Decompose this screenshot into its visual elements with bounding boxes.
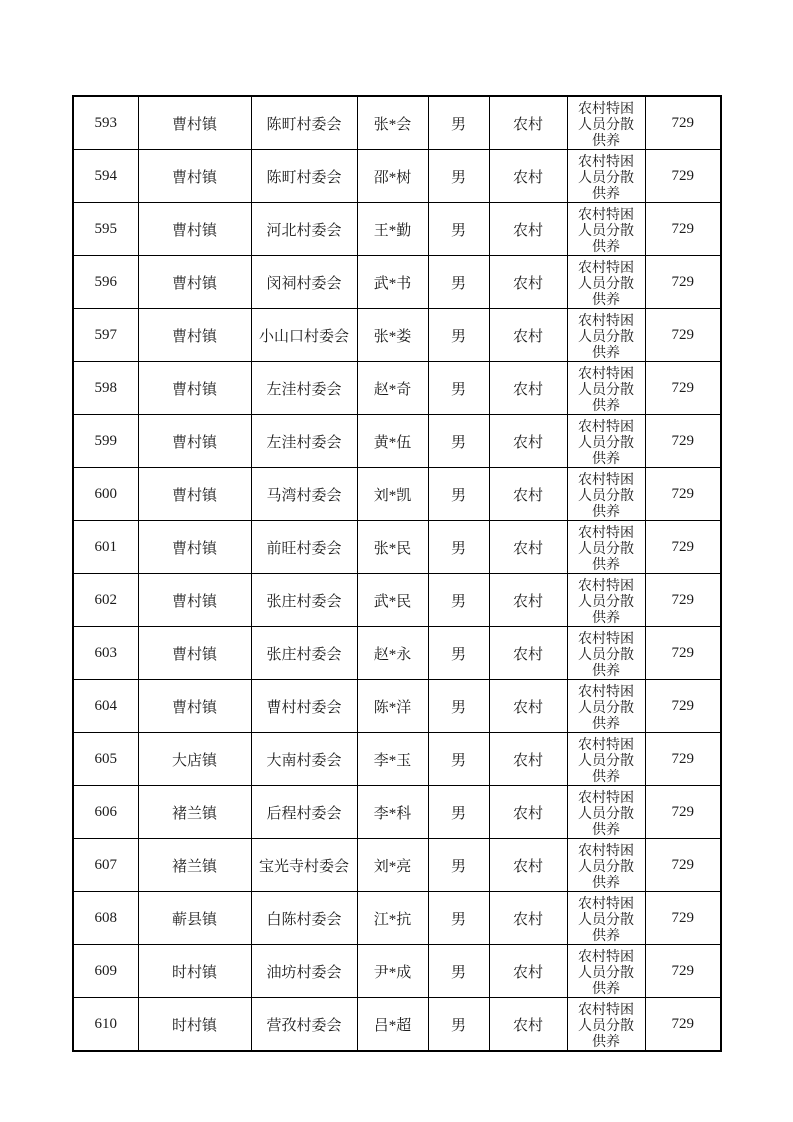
- support-type-text: 农村特困 人员分散 供养: [578, 685, 634, 732]
- cell-row-number: 606: [73, 786, 138, 839]
- cell-village: 油坊村委会: [251, 945, 357, 998]
- cell-village: 左洼村委会: [251, 415, 357, 468]
- cell-support-type: [567, 574, 645, 627]
- cell-village: 前旺村委会: [251, 521, 357, 574]
- cell-amount: 729: [645, 256, 721, 309]
- cell-row-number: 605: [73, 733, 138, 786]
- cell-village: 马湾村委会: [251, 468, 357, 521]
- cell-row-number: 602: [73, 574, 138, 627]
- cell-town: 曹村镇: [138, 680, 251, 733]
- cell-support-type: [567, 627, 645, 680]
- cell-town: 曹村镇: [138, 415, 251, 468]
- cell-person-name: 李*科: [357, 786, 428, 839]
- table-row: [73, 998, 721, 1052]
- cell-village: 小山口村委会: [251, 309, 357, 362]
- cell-person-name: 赵*奇: [357, 362, 428, 415]
- cell-support-type: [567, 786, 645, 839]
- table-row: [73, 415, 721, 468]
- cell-town: 蕲县镇: [138, 892, 251, 945]
- cell-village: 陈町村委会: [251, 150, 357, 203]
- cell-amount: 729: [645, 362, 721, 415]
- support-type-text: 农村特困 人员分散 供养: [578, 897, 634, 944]
- cell-support-type: [567, 892, 645, 945]
- cell-row-number: 594: [73, 150, 138, 203]
- cell-village: 后程村委会: [251, 786, 357, 839]
- support-type-text: 农村特困 人员分散 供养: [578, 844, 634, 891]
- cell-row-number: 597: [73, 309, 138, 362]
- cell-support-type: [567, 203, 645, 256]
- cell-category: 农村: [489, 96, 567, 150]
- cell-category: 农村: [489, 309, 567, 362]
- cell-row-number: 601: [73, 521, 138, 574]
- table-row: [73, 733, 721, 786]
- cell-town: 曹村镇: [138, 150, 251, 203]
- cell-amount: 729: [645, 839, 721, 892]
- cell-category: 农村: [489, 839, 567, 892]
- cell-support-type: [567, 998, 645, 1052]
- cell-support-type: [567, 96, 645, 150]
- table-row: [73, 521, 721, 574]
- cell-person-name: 张*民: [357, 521, 428, 574]
- cell-town: 时村镇: [138, 998, 251, 1052]
- cell-amount: 729: [645, 521, 721, 574]
- cell-gender: 男: [428, 309, 489, 362]
- cell-village: 张庄村委会: [251, 574, 357, 627]
- table-row: [73, 468, 721, 521]
- cell-category: 农村: [489, 945, 567, 998]
- cell-gender: 男: [428, 468, 489, 521]
- cell-amount: 729: [645, 627, 721, 680]
- cell-gender: 男: [428, 96, 489, 150]
- cell-amount: 729: [645, 309, 721, 362]
- cell-support-type: [567, 150, 645, 203]
- cell-person-name: 张*会: [357, 96, 428, 150]
- cell-town: 时村镇: [138, 945, 251, 998]
- cell-gender: 男: [428, 839, 489, 892]
- cell-town: 曹村镇: [138, 362, 251, 415]
- cell-amount: 729: [645, 150, 721, 203]
- cell-category: 农村: [489, 256, 567, 309]
- cell-town: 褚兰镇: [138, 786, 251, 839]
- cell-category: 农村: [489, 150, 567, 203]
- cell-person-name: 武*民: [357, 574, 428, 627]
- cell-row-number: 609: [73, 945, 138, 998]
- cell-category: 农村: [489, 998, 567, 1052]
- table-body: [73, 96, 721, 1051]
- cell-town: 曹村镇: [138, 574, 251, 627]
- cell-gender: 男: [428, 892, 489, 945]
- cell-support-type: [567, 256, 645, 309]
- cell-person-name: 黄*伍: [357, 415, 428, 468]
- table-row: [73, 945, 721, 998]
- cell-person-name: 吕*超: [357, 998, 428, 1052]
- cell-person-name: 刘*亮: [357, 839, 428, 892]
- cell-person-name: 江*抗: [357, 892, 428, 945]
- support-type-text: 农村特困 人员分散 供养: [578, 950, 634, 997]
- table-row: [73, 203, 721, 256]
- cell-support-type: [567, 839, 645, 892]
- cell-person-name: 陈*洋: [357, 680, 428, 733]
- table-row: [73, 574, 721, 627]
- cell-village: 左洼村委会: [251, 362, 357, 415]
- support-type-text: 农村特困 人员分散 供养: [578, 208, 634, 255]
- cell-gender: 男: [428, 574, 489, 627]
- cell-person-name: 李*玉: [357, 733, 428, 786]
- table-row: [73, 786, 721, 839]
- cell-village: 白陈村委会: [251, 892, 357, 945]
- cell-village: 曹村村委会: [251, 680, 357, 733]
- table-row: [73, 256, 721, 309]
- cell-amount: 729: [645, 733, 721, 786]
- table-row: [73, 680, 721, 733]
- support-type-text: 农村特困 人员分散 供养: [578, 791, 634, 838]
- cell-support-type: [567, 362, 645, 415]
- cell-town: 曹村镇: [138, 203, 251, 256]
- cell-category: 农村: [489, 892, 567, 945]
- cell-gender: 男: [428, 945, 489, 998]
- cell-support-type: [567, 415, 645, 468]
- cell-category: 农村: [489, 733, 567, 786]
- cell-gender: 男: [428, 733, 489, 786]
- cell-row-number: 596: [73, 256, 138, 309]
- cell-town: 曹村镇: [138, 468, 251, 521]
- support-type-text: 农村特困 人员分散 供养: [578, 314, 634, 361]
- cell-category: 农村: [489, 415, 567, 468]
- cell-amount: 729: [645, 786, 721, 839]
- cell-support-type: [567, 521, 645, 574]
- table-row: [73, 627, 721, 680]
- cell-town: 褚兰镇: [138, 839, 251, 892]
- cell-category: 农村: [489, 574, 567, 627]
- cell-row-number: 598: [73, 362, 138, 415]
- cell-town: 曹村镇: [138, 627, 251, 680]
- cell-gender: 男: [428, 362, 489, 415]
- cell-support-type: [567, 945, 645, 998]
- table-row: [73, 96, 721, 150]
- support-type-text: 农村特困 人员分散 供养: [578, 579, 634, 626]
- support-type-text: 农村特困 人员分散 供养: [578, 155, 634, 202]
- support-type-text: 农村特困 人员分散 供养: [578, 473, 634, 520]
- cell-person-name: 刘*凯: [357, 468, 428, 521]
- support-type-text: 农村特困 人员分散 供养: [578, 632, 634, 679]
- cell-support-type: [567, 468, 645, 521]
- table-row: [73, 309, 721, 362]
- cell-gender: 男: [428, 627, 489, 680]
- cell-amount: 729: [645, 415, 721, 468]
- cell-amount: 729: [645, 203, 721, 256]
- cell-town: 曹村镇: [138, 521, 251, 574]
- cell-person-name: 张*娄: [357, 309, 428, 362]
- cell-village: 大南村委会: [251, 733, 357, 786]
- cell-support-type: [567, 733, 645, 786]
- cell-row-number: 608: [73, 892, 138, 945]
- cell-amount: 729: [645, 945, 721, 998]
- cell-category: 农村: [489, 627, 567, 680]
- cell-row-number: 607: [73, 839, 138, 892]
- cell-support-type: [567, 680, 645, 733]
- cell-town: 大店镇: [138, 733, 251, 786]
- table-row: [73, 892, 721, 945]
- cell-person-name: 尹*成: [357, 945, 428, 998]
- cell-gender: 男: [428, 786, 489, 839]
- cell-person-name: 武*书: [357, 256, 428, 309]
- cell-row-number: 604: [73, 680, 138, 733]
- cell-gender: 男: [428, 680, 489, 733]
- cell-town: 曹村镇: [138, 256, 251, 309]
- support-type-text: 农村特困 人员分散 供养: [578, 1003, 634, 1050]
- cell-category: 农村: [489, 521, 567, 574]
- cell-gender: 男: [428, 203, 489, 256]
- support-type-text: 农村特困 人员分散 供养: [578, 738, 634, 785]
- cell-town: 曹村镇: [138, 96, 251, 150]
- cell-village: 营孜村委会: [251, 998, 357, 1052]
- cell-amount: 729: [645, 96, 721, 150]
- support-type-text: 农村特困 人员分散 供养: [578, 261, 634, 308]
- support-type-text: 农村特困 人员分散 供养: [578, 102, 634, 149]
- cell-town: 曹村镇: [138, 309, 251, 362]
- cell-category: 农村: [489, 680, 567, 733]
- cell-person-name: 赵*永: [357, 627, 428, 680]
- cell-gender: 男: [428, 150, 489, 203]
- cell-village: 陈町村委会: [251, 96, 357, 150]
- cell-gender: 男: [428, 415, 489, 468]
- cell-village: 闵祠村委会: [251, 256, 357, 309]
- cell-category: 农村: [489, 786, 567, 839]
- cell-row-number: 593: [73, 96, 138, 150]
- support-type-text: 农村特困 人员分散 供养: [578, 420, 634, 467]
- cell-gender: 男: [428, 256, 489, 309]
- cell-category: 农村: [489, 362, 567, 415]
- records-table: [72, 95, 722, 1052]
- support-type-text: 农村特困 人员分散 供养: [578, 367, 634, 414]
- cell-amount: 729: [645, 680, 721, 733]
- cell-category: 农村: [489, 468, 567, 521]
- cell-amount: 729: [645, 998, 721, 1052]
- table-row: [73, 839, 721, 892]
- cell-row-number: 600: [73, 468, 138, 521]
- cell-amount: 729: [645, 468, 721, 521]
- cell-amount: 729: [645, 892, 721, 945]
- table-row: [73, 150, 721, 203]
- cell-person-name: 王*勤: [357, 203, 428, 256]
- cell-village: 张庄村委会: [251, 627, 357, 680]
- cell-gender: 男: [428, 998, 489, 1052]
- cell-village: 宝光寺村委会: [251, 839, 357, 892]
- cell-row-number: 595: [73, 203, 138, 256]
- cell-row-number: 599: [73, 415, 138, 468]
- cell-village: 河北村委会: [251, 203, 357, 256]
- table-row: [73, 362, 721, 415]
- cell-support-type: [567, 309, 645, 362]
- support-type-text: 农村特困 人员分散 供养: [578, 526, 634, 573]
- cell-person-name: 邵*树: [357, 150, 428, 203]
- cell-gender: 男: [428, 521, 489, 574]
- cell-row-number: 610: [73, 998, 138, 1052]
- cell-amount: 729: [645, 574, 721, 627]
- cell-category: 农村: [489, 203, 567, 256]
- cell-row-number: 603: [73, 627, 138, 680]
